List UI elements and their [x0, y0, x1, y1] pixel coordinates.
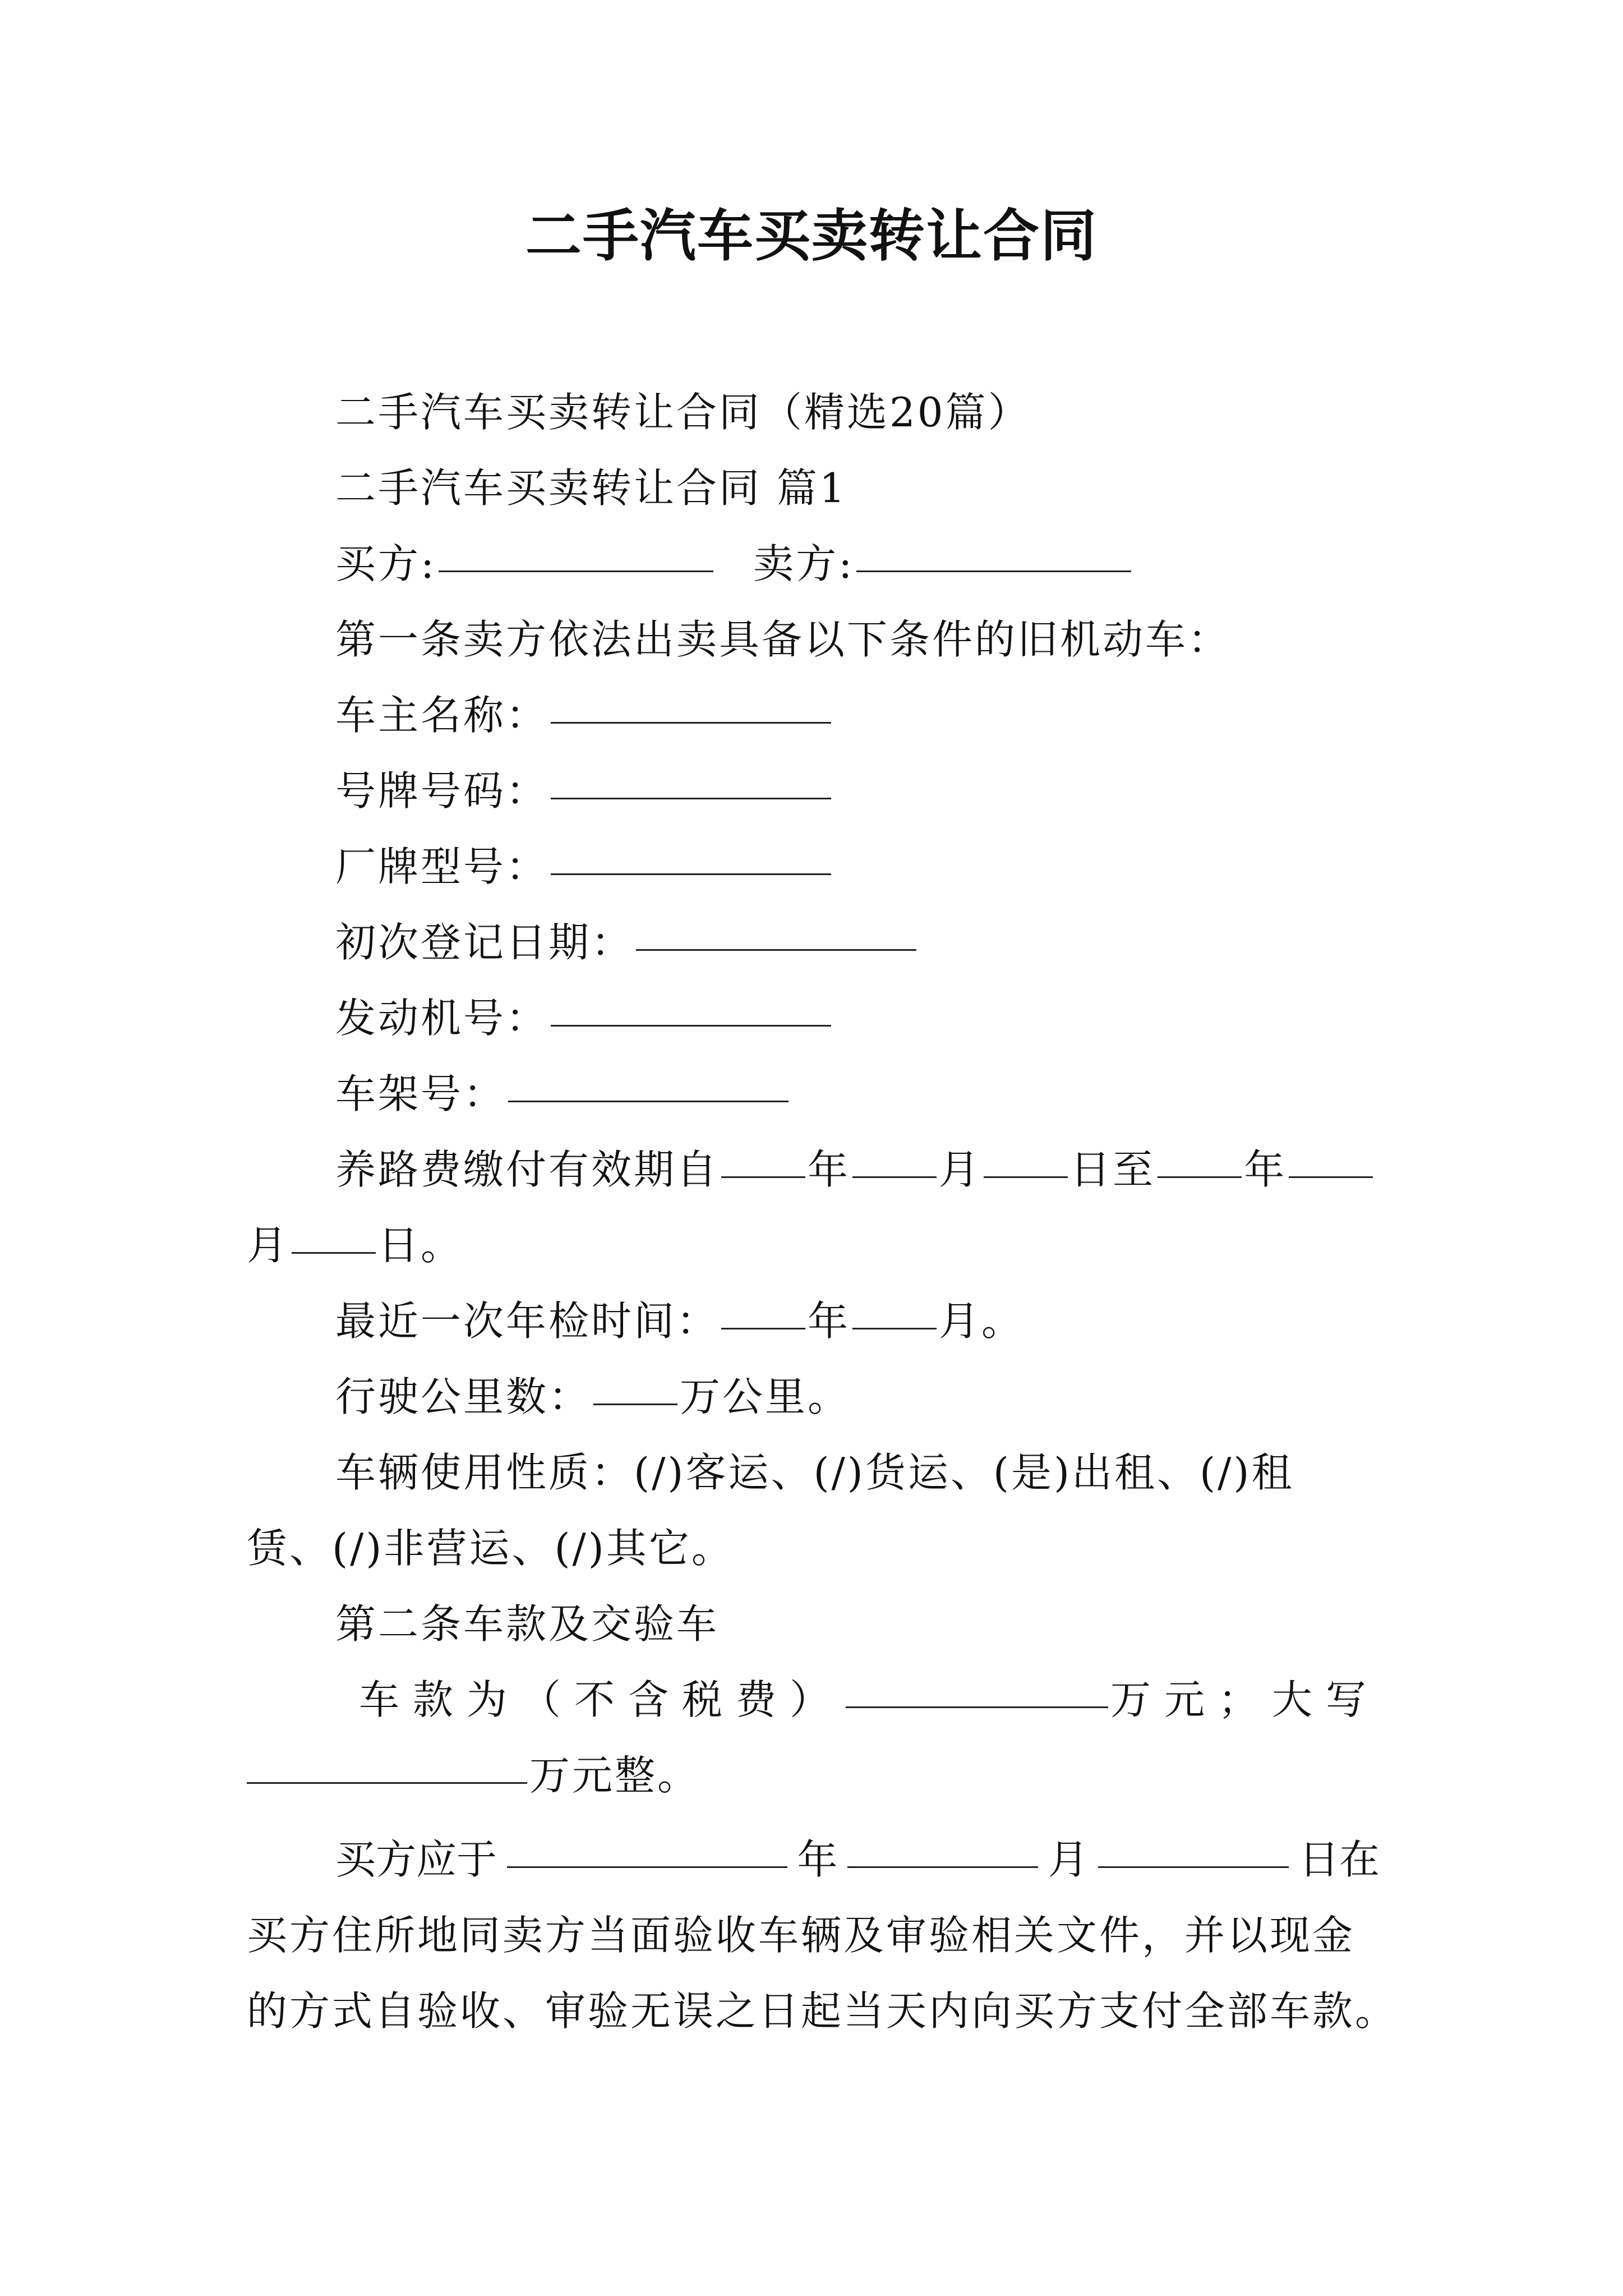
- article1-heading: 第一条卖方依法出卖具备以下条件的旧机动车：: [335, 616, 1231, 663]
- pay-day: 日在: [1298, 1836, 1380, 1883]
- plate-number-label: 号牌号码：: [335, 767, 549, 815]
- brand-model-label: 厂牌型号：: [335, 843, 549, 890]
- owner-name-line: [335, 687, 833, 743]
- road-fee-year-2: 年: [1244, 1146, 1287, 1193]
- first-registration-line: [335, 914, 919, 970]
- road-fee-day-to: 日至: [1070, 1146, 1156, 1193]
- inspection-month-blank: [852, 1328, 937, 1329]
- usage-line-2: 赁、(/)非营运、(/)其它。: [247, 1525, 734, 1572]
- buyer-label: 买方:: [335, 540, 437, 587]
- road-fee-prefix: 养路费缴付有效期自: [335, 1146, 720, 1193]
- usage-line-1: 车辆使用性质：(/)客运、(/)货运、(是)出租、(/)租: [335, 1449, 1294, 1496]
- seller-blank: [856, 570, 1131, 572]
- road-fee-line-2: [247, 1217, 463, 1273]
- price-uppercase-blank: [247, 1782, 527, 1784]
- price-suffix: 万元整。: [529, 1752, 700, 1799]
- mileage-blank: [593, 1404, 677, 1405]
- road-fee-month-1: 月: [939, 1146, 982, 1193]
- pay-prefix: 买方应于: [335, 1836, 497, 1883]
- owner-name-blank: [551, 722, 831, 724]
- seller-label: 卖方:: [753, 540, 855, 587]
- buyer-blank: [439, 570, 713, 572]
- mileage-unit: 万公里。: [680, 1373, 851, 1420]
- mileage-label: 行驶公里数：: [335, 1373, 592, 1420]
- price-blank: [846, 1706, 1108, 1708]
- mileage-line: [335, 1369, 850, 1425]
- pay-month: 月: [1048, 1836, 1089, 1883]
- inspection-label: 最近一次年检时间：: [335, 1297, 720, 1345]
- brand-model-blank: [551, 873, 831, 875]
- inspection-year: 年: [808, 1297, 851, 1345]
- price-prefix: 车款为（不含税费）: [359, 1676, 844, 1723]
- engine-number-blank: [551, 1025, 831, 1027]
- document-title: 二手汽车买卖转让合同: [525, 203, 1098, 269]
- pay-year-blank: [507, 1866, 787, 1868]
- engine-number-line: [335, 990, 833, 1046]
- payment-line-3: 的方式自验收、审验无误之日起当天内向买方支付全部车款。: [247, 1987, 1398, 2035]
- road-fee-end-day-blank: [292, 1252, 376, 1254]
- payment-line-1: [335, 1832, 1380, 1888]
- frame-number-line: [335, 1066, 791, 1122]
- inspection-year-blank: [721, 1328, 805, 1329]
- price-unit: 万元；大写: [1110, 1676, 1380, 1723]
- article2-heading: 第二条车款及交验车: [335, 1600, 720, 1648]
- frame-number-label: 车架号：: [335, 1070, 506, 1117]
- road-fee-day-end: 日。: [378, 1222, 464, 1269]
- first-registration-label: 初次登记日期：: [335, 919, 634, 966]
- price-line-2: [247, 1747, 700, 1803]
- inspection-month-end: 月。: [939, 1297, 1025, 1345]
- engine-number-label: 发动机号：: [335, 995, 549, 1042]
- document-subtitle: 二手汽车买卖转让合同（精选20篇）: [335, 389, 1031, 436]
- pay-year: 年: [797, 1836, 838, 1883]
- owner-name-label: 车主名称：: [335, 692, 549, 739]
- road-fee-start-year-blank: [721, 1176, 805, 1178]
- road-fee-end-month-blank: [1289, 1176, 1373, 1178]
- pay-day-blank: [1098, 1866, 1289, 1868]
- road-fee-year-1: 年: [808, 1146, 851, 1193]
- road-fee-line-1: [335, 1142, 1375, 1198]
- payment-line-2: 买方住所地同卖方当面验收车辆及审验相关文件，并以现金: [247, 1912, 1355, 1959]
- road-fee-start-day-blank: [984, 1176, 1068, 1178]
- pay-month-blank: [847, 1866, 1038, 1868]
- parties-line: [335, 536, 1133, 592]
- frame-number-blank: [508, 1101, 789, 1102]
- brand-model-line: [335, 839, 833, 895]
- road-fee-month-2: 月: [247, 1222, 290, 1269]
- inspection-line: [335, 1293, 1024, 1349]
- first-registration-blank: [636, 949, 916, 951]
- road-fee-start-month-blank: [852, 1176, 937, 1178]
- section-heading: 二手汽车买卖转让合同 篇1: [335, 464, 847, 512]
- price-line-1: [359, 1672, 1380, 1728]
- plate-number-blank: [551, 798, 831, 799]
- plate-number-line: [335, 763, 833, 819]
- road-fee-end-year-blank: [1158, 1176, 1242, 1178]
